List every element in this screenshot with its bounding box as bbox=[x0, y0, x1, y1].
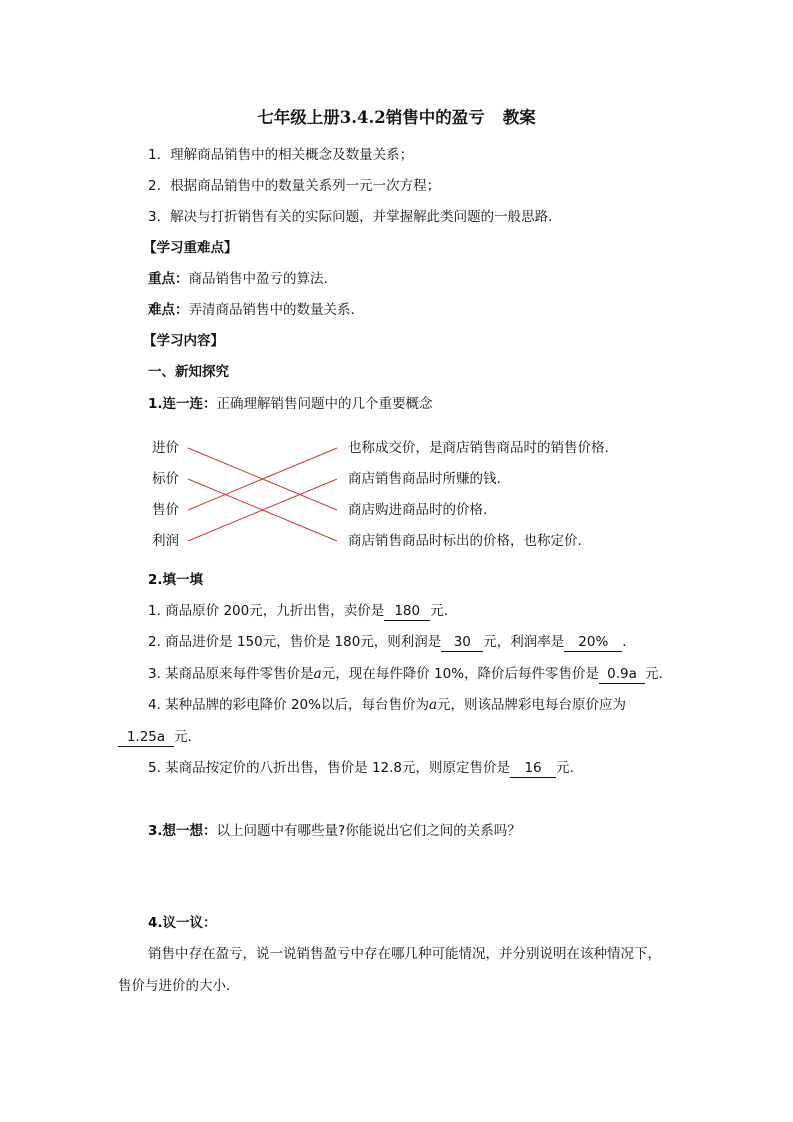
term-cost-price: 进价 bbox=[152, 440, 179, 456]
fill-question-5 bbox=[148, 758, 574, 778]
q3-mid: 元，现在每件降价 10%，降价后每件零售价是 bbox=[321, 666, 600, 682]
definition-2: 商店销售商品时所赚的钱. bbox=[348, 471, 501, 487]
q2-text: 2. 商品进价是 150元，售价是 180元，则利润是 bbox=[148, 634, 442, 650]
connect-text: 正确理解销售问题中的几个重要概念 bbox=[216, 396, 433, 412]
q2-answer-profit: 30 bbox=[441, 634, 483, 652]
fill-question-2 bbox=[148, 632, 627, 652]
difficulty-label: 难点： bbox=[148, 302, 189, 318]
q4-variable: a bbox=[428, 697, 438, 713]
key-points-heading: 【学习重难点】 bbox=[143, 240, 238, 256]
q2-end: . bbox=[622, 634, 627, 650]
think-text: 以上问题中有哪些量?你能说出它们之间的关系吗？ bbox=[216, 823, 521, 839]
fill-question-4-cont bbox=[118, 727, 192, 747]
q3-text: 3. 某商品原来每件零售价是 bbox=[148, 666, 314, 682]
objective-3: 3．解决与打折销售有关的实际问题，并掌握解此类问题的一般思路． bbox=[148, 209, 562, 225]
definition-1: 也称成交价，是商店销售商品时的销售价格. bbox=[348, 440, 609, 456]
objective-2: 2．根据商品销售中的数量关系列一元一次方程； bbox=[148, 178, 441, 194]
q5-text: 5. 某商品按定价的八折出售，售价是 12.8元，则原定售价是 bbox=[148, 760, 511, 776]
difficulty-text: 弄清商品销售中的数量关系． bbox=[188, 302, 364, 318]
fill-question-3 bbox=[148, 664, 663, 684]
q4-answer: 1.25a bbox=[118, 729, 174, 747]
q4-text: 4. 某种品牌的彩电降价 20%以后，每台售价为 bbox=[148, 697, 429, 713]
q4-end: 元. bbox=[174, 729, 192, 745]
objective-1: 1．理解商品销售中的相关概念及数量关系； bbox=[148, 147, 414, 163]
title-suffix: 教案 bbox=[502, 108, 536, 127]
q5-end: 元. bbox=[556, 760, 574, 776]
discuss-line-1: 销售中存在盈亏，说一说销售盈亏中存在哪几种可能情况，并分别说明在该种情况下， bbox=[148, 946, 661, 962]
q3-end: 元. bbox=[645, 666, 663, 682]
fill-question-4 bbox=[148, 695, 626, 715]
term-marked-price: 标价 bbox=[152, 471, 179, 487]
focus-text: 商品销售中盈亏的算法． bbox=[188, 271, 337, 287]
fill-heading: 2.填一填 bbox=[148, 572, 204, 588]
discuss-label: 4.议一议： bbox=[148, 915, 217, 931]
term-selling-price: 售价 bbox=[152, 502, 179, 518]
focus-label: 重点： bbox=[148, 271, 189, 287]
definition-3: 商店购进商品时的价格. bbox=[348, 502, 488, 518]
q3-variable: a bbox=[313, 666, 322, 682]
section-heading: 一、新知探究 bbox=[148, 364, 229, 380]
q3-answer: 0.9a bbox=[599, 666, 645, 684]
q4-mid: 元，则该品牌彩电每台原价应为 bbox=[437, 697, 627, 713]
q2-answer-rate: 20% bbox=[564, 634, 622, 652]
q2-mid: 元，利润率是 bbox=[483, 634, 565, 650]
think-label: 3.想一想： bbox=[148, 823, 217, 839]
definition-4: 商店销售商品时标出的价格，也称定价. bbox=[348, 533, 582, 549]
discuss-line-2: 售价与进价的大小. bbox=[118, 978, 231, 994]
title-main: 七年级上册3.4.2销售中的盈亏 bbox=[257, 108, 485, 127]
q1-unit: 元. bbox=[430, 603, 449, 619]
q1-text: 1. 商品原价 200元，九折出售，卖价是 bbox=[148, 603, 385, 619]
connect-label: 1.连一连： bbox=[148, 396, 217, 412]
term-profit: 利润 bbox=[152, 533, 179, 549]
think-prompt bbox=[148, 821, 521, 841]
q5-answer: 16 bbox=[510, 760, 556, 778]
q1-answer: 180 bbox=[384, 603, 430, 621]
content-heading: 【学习内容】 bbox=[143, 333, 224, 349]
fill-question-1 bbox=[148, 601, 448, 621]
